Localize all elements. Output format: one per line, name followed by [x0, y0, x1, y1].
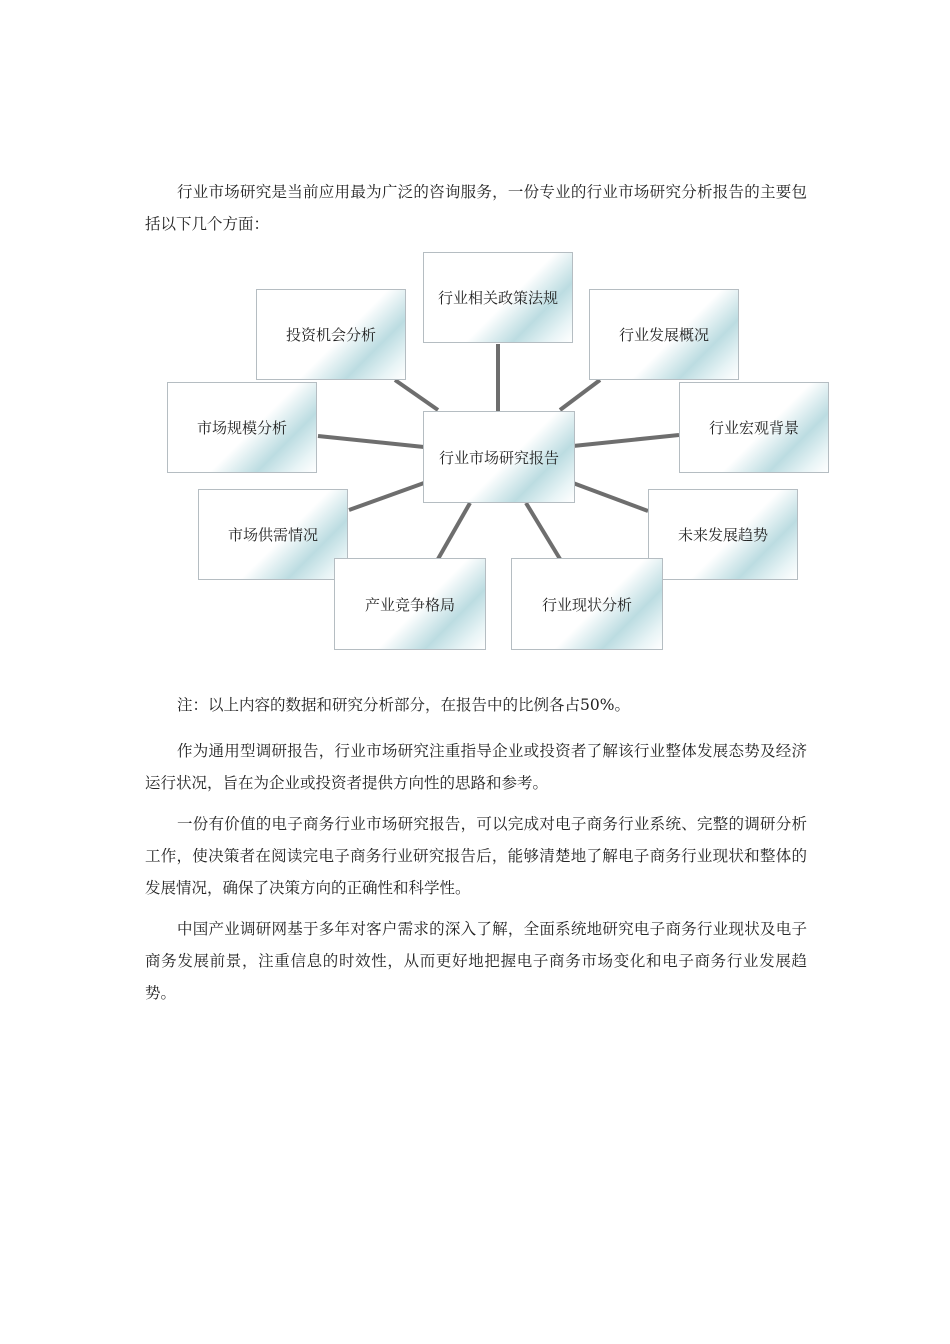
node-investment — [256, 289, 406, 380]
intro-paragraph: 行业市场研究是当前应用最为广泛的咨询服务，一份专业的行业市场研究分析报告的主要包括以下几个方面： — [145, 183, 807, 233]
node-market-size-label: 市场规模分析 — [196, 419, 287, 437]
node-competition-label: 产业竞争格局 — [364, 595, 455, 614]
node-overview-label: 行业发展概况 — [618, 326, 709, 344]
node-macro — [679, 382, 829, 473]
node-market-size — [167, 382, 317, 473]
node-supply-demand-label: 市场供需情况 — [227, 526, 318, 544]
node-future — [648, 489, 798, 580]
connector-future — [573, 483, 648, 511]
connector-competition — [438, 503, 470, 559]
node-future-label: 未来发展趋势 — [677, 526, 768, 544]
body-paragraph-1: 作为通用型调研报告，行业市场研究注重指导企业或投资者了解该行业整体发展态势及经济运行状况，旨在为企业或投资者提供方向性的思路和参考。 — [145, 742, 807, 792]
note-paragraph: 注：以上内容的数据和研究分析部分，在报告中的比例各占50%。 — [177, 696, 630, 714]
node-overview — [589, 289, 739, 380]
node-status — [511, 558, 663, 650]
connector-market-size — [318, 436, 424, 447]
connector-investment — [395, 380, 438, 410]
connector-status — [526, 503, 560, 559]
node-status-label: 行业现状分析 — [541, 595, 632, 614]
connector-supply-demand — [349, 483, 424, 510]
node-competition — [334, 558, 486, 650]
node-investment-label: 投资机会分析 — [285, 326, 376, 344]
node-supply-demand — [198, 489, 348, 580]
node-center — [423, 411, 575, 503]
node-policy-label: 行业相关政策法规 — [437, 289, 558, 307]
connector-macro — [573, 435, 679, 446]
node-policy — [423, 252, 573, 343]
node-macro-label: 行业宏观背景 — [708, 419, 799, 437]
body-paragraph-2: 一份有价值的电子商务行业市场研究报告，可以完成对电子商务行业系统、完整的调研分析工作，使决策者在阅读完电子商务行业研究报告后，能够清楚地了解电子商务行业现状和整体的发展情况，确保了决策方向的正确性和科学性。 — [145, 815, 807, 897]
connector-overview — [560, 380, 600, 410]
node-center-label: 行业市场研究报告 — [438, 448, 559, 467]
body-paragraph-3: 中国产业调研网基于多年对客户需求的深入了解，全面系统地研究电子商务行业现状及电子商务发展前景，注重信息的时效性，从而更好地把握电子商务市场变化和电子商务行业发展趋势。 — [145, 920, 807, 1002]
